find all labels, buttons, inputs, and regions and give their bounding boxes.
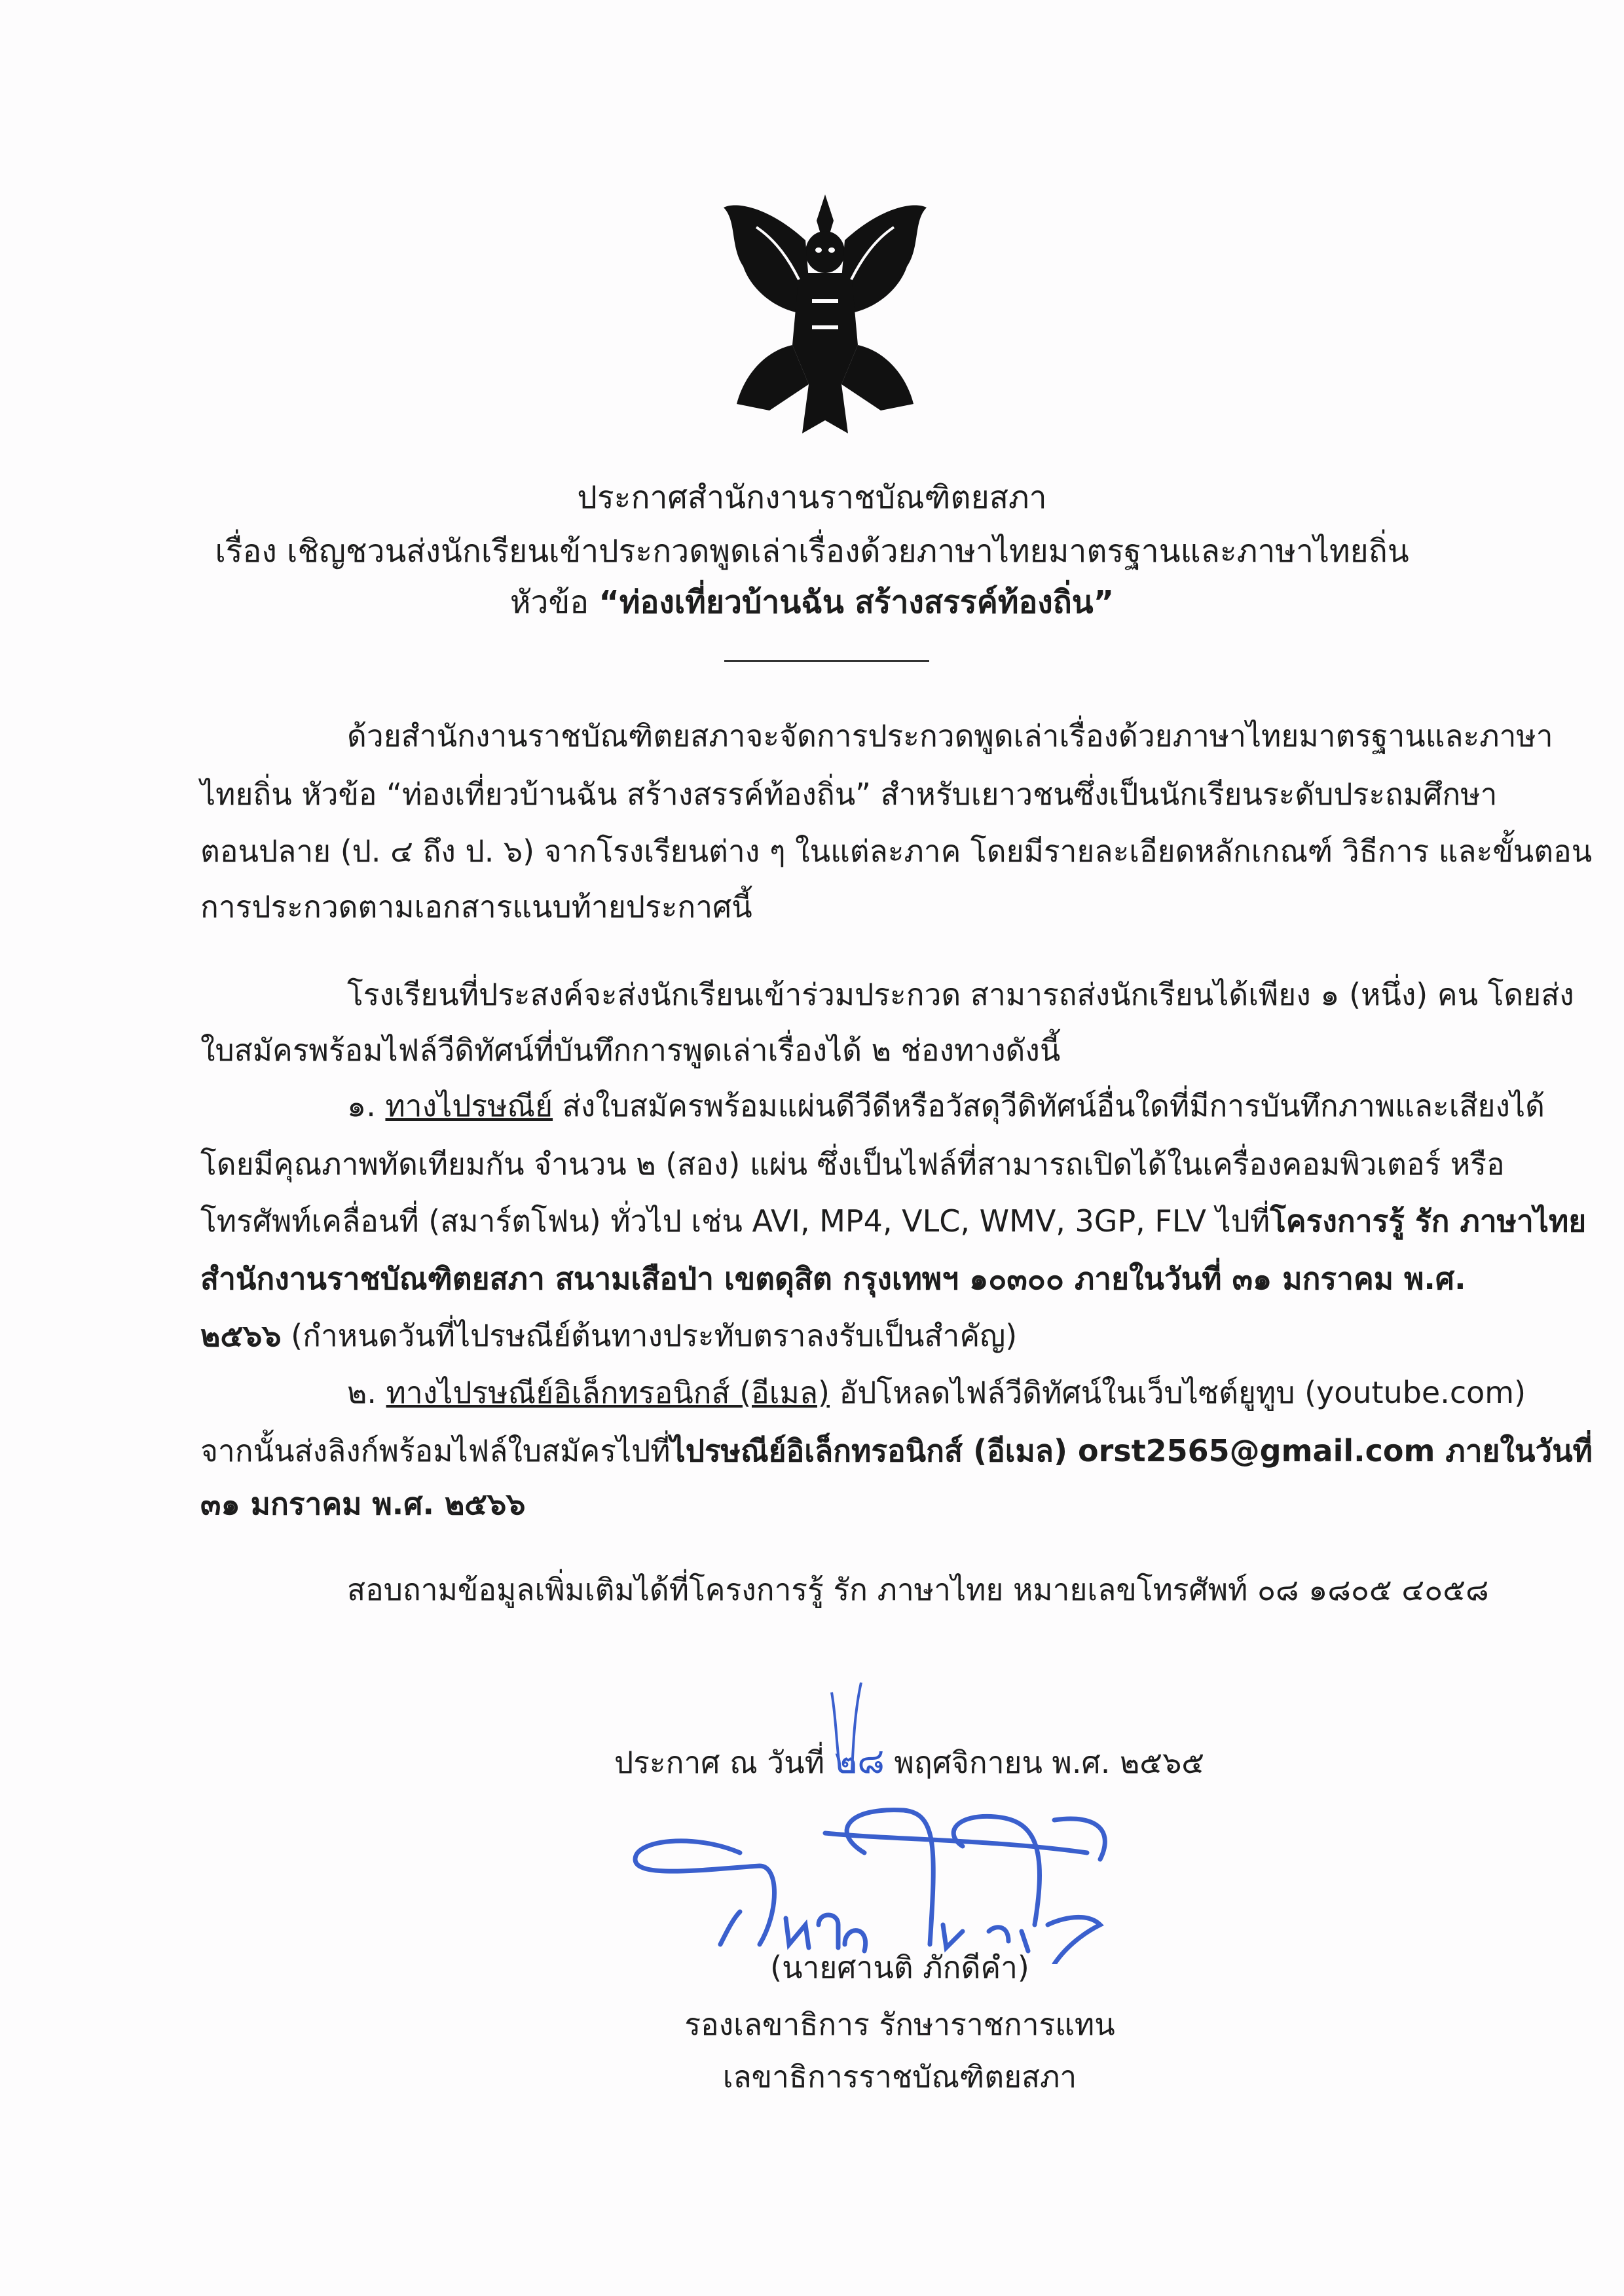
text-line — [200, 1201, 1587, 1241]
underlined-heading: ทางไปรษณีย์ — [385, 1088, 553, 1123]
bold-text: ๓๑ มกราคม พ.ศ. ๒๕๖๖ — [200, 1486, 526, 1522]
text-segment: ใบสมัครพร้อมไฟล์วีดิทัศน์ที่บันทึกการพูดเล่าเรื่องได้ ๒ ช่องทางดังนี้ — [200, 1032, 1061, 1068]
text-line — [200, 774, 1498, 814]
signatory-organization: เลขาธิการราชบัณฑิตยสภา — [722, 2059, 1077, 2094]
bold-text: โครงการรู้ รัก ภาษาไทย — [1270, 1203, 1587, 1239]
text-segment: (กำหนดวันที่ไปรษณีย์ต้นทางประทับตราลงรับเป็นสำคัญ) — [281, 1318, 1018, 1353]
underlined-heading: ทางไปรษณีย์อิเล็กทรอนิกส์ (อีเมล) — [386, 1375, 830, 1410]
bold-text: สำนักงานราชบัณฑิตยสภา สนามเสือป่า เขตดุสิต กรุงเทพฯ ๑๐๓๐๐ ภายในวันที่ ๓๑ มกราคม พ.ศ. — [200, 1261, 1466, 1296]
text-line — [200, 1144, 1505, 1184]
signatory-position: รองเลขาธิการ รักษาราชการแทน — [684, 2007, 1115, 2042]
garuda-emblem-icon — [717, 194, 933, 433]
date-month-year: พฤศจิกายน พ.ศ. ๒๕๖๕ — [884, 1745, 1205, 1780]
text-segment: ตอนปลาย (ป. ๔ ถึง ป. ๖) จากโรงเรียนต่าง ๆ ในแต่ละภาค โดยมีรายละเอียดหลักเกณฑ์ วิธีการ และขั้นตอน — [200, 833, 1593, 869]
bold-text: ไปรษณีย์อิเล็กทรอนิกส์ (อีเมล) orst2565@gmail.com ภายในวันที่ — [670, 1433, 1593, 1468]
signatory-name: (นายศานติ ภักดีคำ) — [770, 1950, 1029, 1985]
handwritten-day-stroke-icon — [828, 1679, 868, 1777]
text-segment: โรงเรียนที่ประสงค์จะส่งนักเรียนเข้าร่วมประกวด สามารถส่งนักเรียนได้เพียง ๑ (หนึ่ง) คน โดยส่ง — [347, 977, 1574, 1012]
text-segment: อัปโหลดไฟล์วีดิทัศน์ในเว็บไซต์ยูทูบ (youtube.com) — [829, 1375, 1526, 1410]
text-line — [200, 1484, 1451, 1523]
text-segment: ๒. — [347, 1375, 386, 1410]
text-segment: ด้วยสำนักงานราชบัณฑิตยสภาจะจัดการประกวดพูดเล่าเรื่องด้วยภาษาไทยมาตรฐานและภาษา — [347, 718, 1553, 754]
text-line — [200, 887, 1451, 926]
text-line — [347, 716, 1553, 756]
text-segment: การประกวดตามเอกสารแนบท้ายประกาศนี้ — [200, 889, 752, 924]
announcement-subject: เรื่อง เชิญชวนส่งนักเรียนเข้าประกวดพูดเล่าเรื่องด้วยภาษาไทยมาตรฐานและภาษาไทยถิ่น — [215, 533, 1409, 570]
text-line — [200, 831, 1593, 871]
text-line — [347, 1086, 1545, 1125]
bold-text: ๒๕๖๖ — [200, 1318, 282, 1353]
announcement-date — [614, 1741, 1204, 1782]
text-line — [347, 1570, 1489, 1609]
text-segment: จากนั้นส่งลิงก์พร้อมไฟล์ใบสมัครไปที่ — [200, 1433, 671, 1468]
text-line — [200, 1259, 1466, 1298]
text-line — [200, 1431, 1593, 1470]
announcement-topic — [0, 583, 1624, 622]
text-line — [200, 1316, 1451, 1355]
text-segment: โทรศัพท์เคลื่อนที่ (สมาร์ตโฟน) ทั่วไป เช่น AVI, MP4, VLC, WMV, 3GP, FLV ไปที่ — [200, 1203, 1270, 1239]
text-segment: สอบถามข้อมูลเพิ่มเติมได้ที่โครงการรู้ รัก ภาษาไทย หมายเลขโทรศัพท์ ๐๘ ๑๘๐๕ ๔๐๕๘ — [347, 1572, 1489, 1607]
date-day-handwritten: ๒๘ — [834, 1740, 885, 1781]
text-segment: ส่งใบสมัครพร้อมแผ่นดีวีดีหรือวัสดุวีดิทัศน์อื่นใดที่มีการบันทึกภาพและเสียงได้ — [553, 1088, 1545, 1123]
topic-title: “ท่องเที่ยวบ้านฉัน สร้างสรรค์ท้องถิ่น” — [599, 584, 1115, 621]
text-segment: ไทยถิ่น หัวข้อ “ท่องเที่ยวบ้านฉัน สร้างสรรค์ท้องถิ่น” สำหรับเยาวชนซึ่งเป็นนักเรียนระดับประถมศึกษา — [200, 776, 1498, 812]
date-prefix: ประกาศ ณ วันที่ — [614, 1745, 834, 1780]
announcement-title: ประกาศสำนักงานราชบัณฑิตยสภา — [577, 479, 1047, 516]
title-divider — [724, 660, 929, 662]
text-line — [347, 1373, 1526, 1412]
text-segment: ๑. — [347, 1088, 386, 1123]
text-line — [200, 1030, 1451, 1070]
text-segment: โดยมีคุณภาพทัดเทียมกัน จำนวน ๒ (สอง) แผ่น ซึ่งเป็นไฟล์ที่สามารถเปิดได้ในเครื่องคอมพิวเตอร์ หรือ — [200, 1146, 1505, 1182]
text-line — [347, 975, 1574, 1014]
signature-icon — [629, 1794, 1153, 1964]
topic-label: หัวข้อ — [509, 584, 599, 621]
